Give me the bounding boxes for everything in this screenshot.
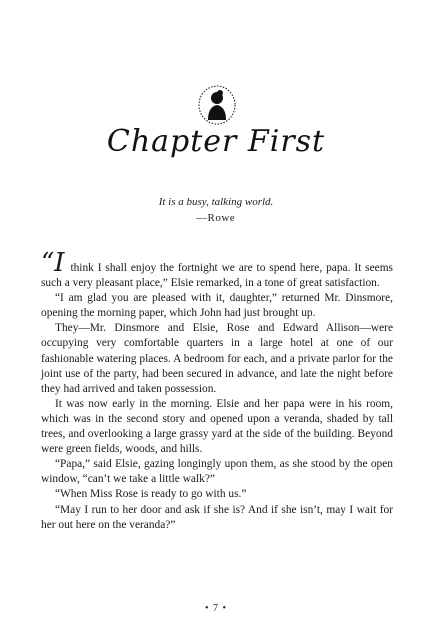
silhouette-cameo-icon	[196, 84, 238, 126]
paragraph: It was now early in the morning. Elsie and her papa were in his room, which was in the second story and opened upon a veranda, shaded by tall trees, and overlooking a large grassy yard at the side of the building. Beyond were green fields, woods, and hills.	[41, 397, 393, 456]
drop-cap: “I	[41, 248, 65, 278]
paragraph: They—Mr. Dinsmore and Elsie, Rose and Edward Allison—were occupying very comfortable quarters in a large hotel at one of our fashionable watering places. A bedroom for each, and a private parlor for the joint use of the party, had been secured in advance, and late the night before they had arrived and taken possession.	[41, 322, 393, 395]
paragraph: “I am glad you are pleased with it, daughter,” returned Mr. Dinsmore, opening the morning paper, which John had just brought up.	[41, 292, 393, 320]
paragraph: “Papa,” said Elsie, gazing longingly upon them, as she stood by the open window, “can’t we take a little walk?”	[41, 458, 393, 486]
paragraph: “May I run to her door and ask if she is? And if she isn’t, may I wait for her out here on the veranda?”	[41, 503, 393, 531]
page-number: • 7 •	[204, 603, 227, 614]
epigraph-quote: It is a busy, talking world.	[158, 196, 274, 208]
chapter-title: Chapter First	[106, 124, 326, 159]
paragraph: “When Miss Rose is ready to go with us.”	[55, 488, 247, 501]
chapter-body	[41, 248, 393, 533]
paragraph: “I think I shall enjoy the fortnight we are to spend here, papa. It seems such a very pleasant place,” Elsie remarked, in a tone of great satisfaction.	[41, 248, 393, 290]
epigraph-attribution: —Rowe	[196, 212, 236, 224]
